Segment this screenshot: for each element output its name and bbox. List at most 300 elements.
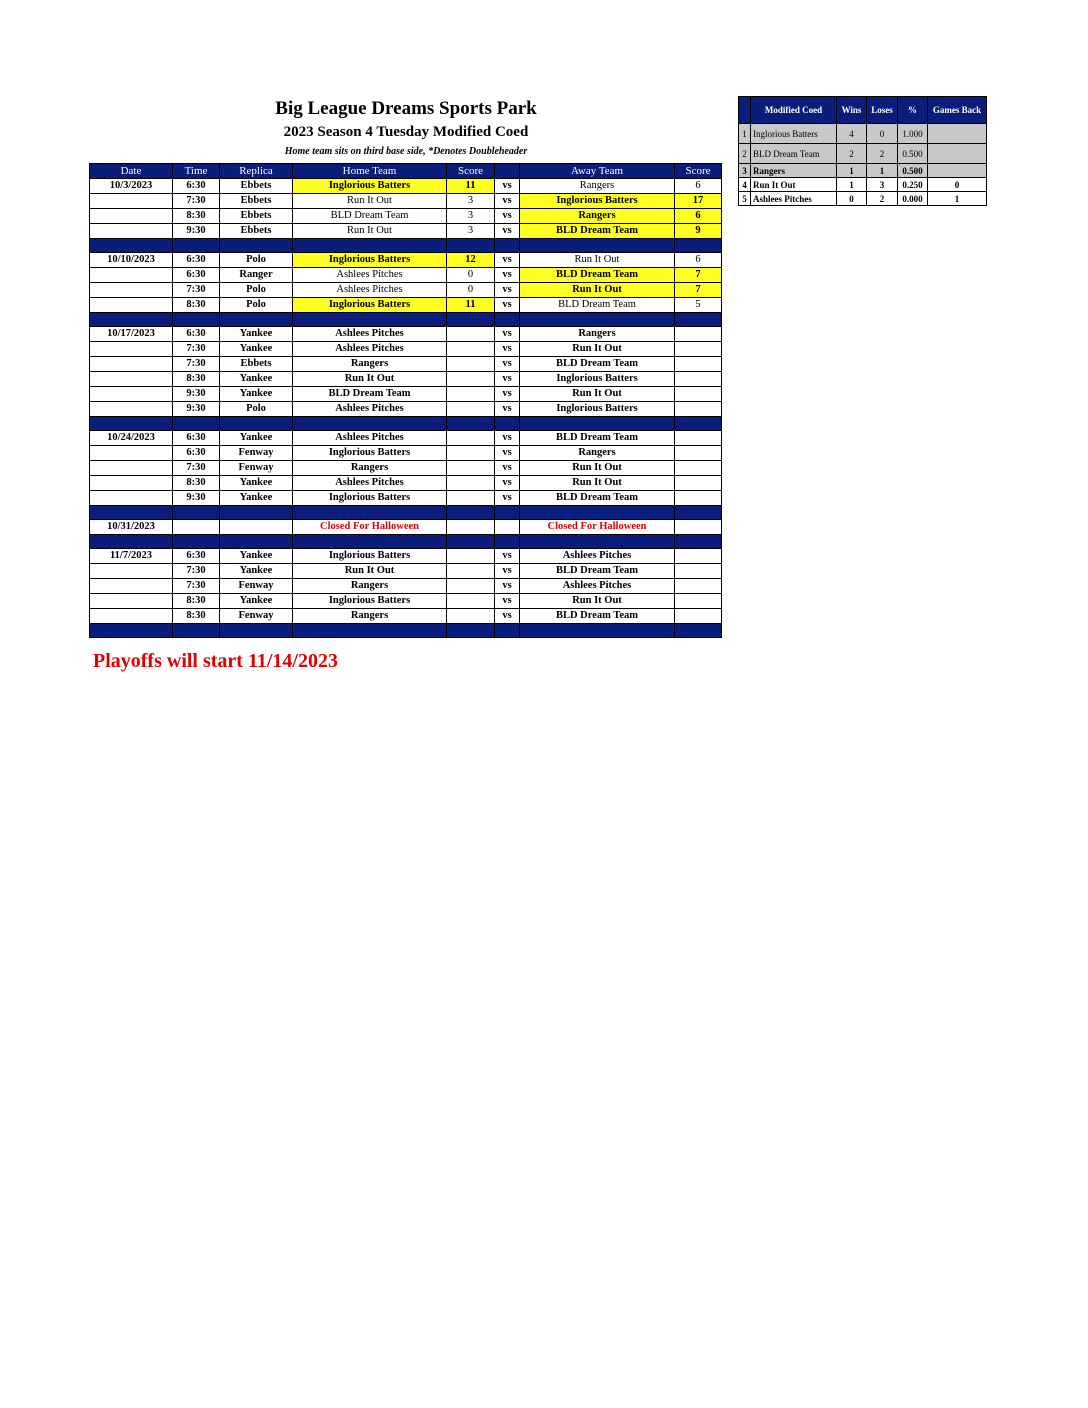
vs-cell: vs: [495, 594, 520, 609]
game-row: [90, 357, 722, 372]
away-score-cell: [675, 372, 722, 387]
away-score-cell: [675, 357, 722, 372]
col-header-away-team: Away Team: [520, 164, 675, 179]
home-score-cell: [447, 549, 495, 564]
col-header-replica: Replica: [220, 164, 293, 179]
standings-col-division: Modified Coed: [751, 97, 837, 124]
pct-cell: 1.000: [898, 124, 928, 144]
separator-cell: [520, 535, 675, 549]
standings-col-games-back: Games Back: [928, 97, 987, 124]
home-team-cell: Run It Out: [293, 372, 447, 387]
game-row: [90, 224, 722, 239]
home-team-cell: Ashlees Pitches: [293, 327, 447, 342]
date-cell: [90, 372, 173, 387]
away-score-cell: [675, 594, 722, 609]
replica-cell: Polo: [220, 253, 293, 268]
vs-cell: vs: [495, 253, 520, 268]
home-score-cell: 0: [447, 268, 495, 283]
date-cell: 10/31/2023: [90, 520, 173, 535]
time-cell: 8:30: [173, 476, 220, 491]
away-score-cell: 6: [675, 253, 722, 268]
date-cell: 10/3/2023: [90, 179, 173, 194]
away-team-cell: BLD Dream Team: [520, 224, 675, 239]
vs-cell: vs: [495, 342, 520, 357]
home-score-cell: [447, 476, 495, 491]
week-separator-row: [90, 313, 722, 327]
separator-cell: [495, 624, 520, 638]
away-team-cell: BLD Dream Team: [520, 357, 675, 372]
home-team-cell: Inglorious Batters: [293, 594, 447, 609]
away-team-cell: BLD Dream Team: [520, 609, 675, 624]
game-row: [90, 476, 722, 491]
replica-cell: Yankee: [220, 564, 293, 579]
separator-cell: [520, 506, 675, 520]
time-cell: 9:30: [173, 224, 220, 239]
replica-cell: Fenway: [220, 446, 293, 461]
standings-col-pct: %: [898, 97, 928, 124]
date-cell: [90, 402, 173, 417]
away-team-cell: Inglorious Batters: [520, 402, 675, 417]
home-score-cell: [447, 431, 495, 446]
home-score-cell: [447, 579, 495, 594]
date-cell: 10/24/2023: [90, 431, 173, 446]
separator-cell: [293, 313, 447, 327]
home-team-cell: Ashlees Pitches: [293, 342, 447, 357]
separator-cell: [520, 313, 675, 327]
date-cell: [90, 194, 173, 209]
separator-cell: [675, 506, 722, 520]
home-team-cell: Ashlees Pitches: [293, 268, 447, 283]
replica-cell: Yankee: [220, 372, 293, 387]
separator-cell: [293, 417, 447, 431]
vs-cell: vs: [495, 387, 520, 402]
wins-cell: 1: [837, 164, 867, 178]
time-cell: 9:30: [173, 387, 220, 402]
replica-cell: Yankee: [220, 387, 293, 402]
separator-cell: [173, 624, 220, 638]
time-cell: 6:30: [173, 549, 220, 564]
vs-cell: vs: [495, 491, 520, 506]
separator-cell: [520, 417, 675, 431]
replica-cell: Polo: [220, 402, 293, 417]
rank-cell: 1: [739, 124, 751, 144]
away-team-cell: Run It Out: [520, 594, 675, 609]
vs-cell: [495, 520, 520, 535]
home-score-cell: 11: [447, 298, 495, 313]
game-row: [90, 594, 722, 609]
home-team-cell: Inglorious Batters: [293, 491, 447, 506]
home-team-cell: Run It Out: [293, 194, 447, 209]
col-header-home-team: Home Team: [293, 164, 447, 179]
away-score-cell: [675, 579, 722, 594]
replica-cell: Fenway: [220, 461, 293, 476]
time-cell: 7:30: [173, 194, 220, 209]
game-row: [90, 431, 722, 446]
home-score-cell: [447, 609, 495, 624]
away-team-cell: BLD Dream Team: [520, 431, 675, 446]
vs-cell: vs: [495, 179, 520, 194]
home-score-cell: 11: [447, 179, 495, 194]
away-score-cell: [675, 342, 722, 357]
replica-cell: Yankee: [220, 342, 293, 357]
time-cell: 6:30: [173, 268, 220, 283]
standings-col-loses: Loses: [867, 97, 898, 124]
pct-cell: 0.000: [898, 192, 928, 206]
away-score-cell: [675, 446, 722, 461]
separator-cell: [293, 624, 447, 638]
separator-cell: [447, 624, 495, 638]
replica-cell: Ranger: [220, 268, 293, 283]
vs-cell: vs: [495, 446, 520, 461]
away-team-cell: BLD Dream Team: [520, 491, 675, 506]
away-team-cell: Rangers: [520, 327, 675, 342]
col-header-vs: [495, 164, 520, 179]
away-score-cell: 7: [675, 283, 722, 298]
date-cell: [90, 342, 173, 357]
home-team-cell: Run It Out: [293, 224, 447, 239]
replica-cell: [220, 520, 293, 535]
col-header-time: Time: [173, 164, 220, 179]
time-cell: 8:30: [173, 209, 220, 224]
home-team-cell: BLD Dream Team: [293, 387, 447, 402]
away-score-cell: [675, 564, 722, 579]
home-score-cell: [447, 372, 495, 387]
away-score-cell: 6: [675, 209, 722, 224]
home-score-cell: [447, 520, 495, 535]
separator-cell: [675, 535, 722, 549]
away-team-cell: Closed For Halloween: [520, 520, 675, 535]
date-cell: [90, 387, 173, 402]
away-team-cell: Run It Out: [520, 283, 675, 298]
separator-cell: [447, 239, 495, 253]
separator-cell: [675, 313, 722, 327]
home-score-cell: [447, 461, 495, 476]
replica-cell: Yankee: [220, 476, 293, 491]
page-note: Home team sits on third base side, *Denotes Doubleheader: [284, 146, 528, 157]
replica-cell: Yankee: [220, 491, 293, 506]
away-team-cell: Run It Out: [520, 461, 675, 476]
date-cell: [90, 476, 173, 491]
separator-cell: [495, 417, 520, 431]
schedule-header-row: [90, 164, 722, 179]
week-separator-row: [90, 624, 722, 638]
home-score-cell: [447, 327, 495, 342]
replica-cell: Ebbets: [220, 194, 293, 209]
vs-cell: vs: [495, 283, 520, 298]
time-cell: [173, 520, 220, 535]
standings-header-row: [739, 97, 987, 124]
away-score-cell: 7: [675, 268, 722, 283]
time-cell: 7:30: [173, 342, 220, 357]
separator-cell: [447, 535, 495, 549]
away-team-cell: Ashlees Pitches: [520, 549, 675, 564]
separator-cell: [447, 506, 495, 520]
game-row: [90, 194, 722, 209]
date-cell: [90, 209, 173, 224]
replica-cell: Ebbets: [220, 357, 293, 372]
away-score-cell: 9: [675, 224, 722, 239]
vs-cell: vs: [495, 372, 520, 387]
standings-col-rank: [739, 97, 751, 124]
vs-cell: vs: [495, 194, 520, 209]
game-row: [90, 283, 722, 298]
time-cell: 6:30: [173, 179, 220, 194]
away-team-cell: Rangers: [520, 209, 675, 224]
loses-cell: 2: [867, 192, 898, 206]
playoffs-notice: Playoffs will start 11/14/2023: [93, 650, 338, 672]
home-team-cell: Rangers: [293, 357, 447, 372]
date-cell: 11/7/2023: [90, 549, 173, 564]
game-row: [90, 327, 722, 342]
rank-cell: 3: [739, 164, 751, 178]
date-cell: [90, 357, 173, 372]
date-cell: [90, 268, 173, 283]
time-cell: 7:30: [173, 283, 220, 298]
date-cell: [90, 283, 173, 298]
game-row: [90, 298, 722, 313]
team-cell: Ashlees Pitches: [751, 192, 837, 206]
away-team-cell: Inglorious Batters: [520, 372, 675, 387]
away-team-cell: Rangers: [520, 179, 675, 194]
home-score-cell: [447, 402, 495, 417]
separator-cell: [447, 313, 495, 327]
pct-cell: 0.250: [898, 178, 928, 192]
games-back-cell: 0: [928, 178, 987, 192]
separator-cell: [173, 239, 220, 253]
replica-cell: Ebbets: [220, 209, 293, 224]
separator-cell: [495, 506, 520, 520]
home-score-cell: [447, 387, 495, 402]
home-score-cell: [447, 446, 495, 461]
home-team-cell: Run It Out: [293, 564, 447, 579]
wins-cell: 0: [837, 192, 867, 206]
away-score-cell: [675, 461, 722, 476]
separator-cell: [447, 417, 495, 431]
separator-cell: [220, 417, 293, 431]
away-team-cell: Rangers: [520, 446, 675, 461]
away-score-cell: [675, 491, 722, 506]
team-cell: Inglorious Batters: [751, 124, 837, 144]
rank-cell: 4: [739, 178, 751, 192]
separator-cell: [293, 239, 447, 253]
vs-cell: vs: [495, 298, 520, 313]
game-row: [90, 402, 722, 417]
time-cell: 8:30: [173, 594, 220, 609]
home-team-cell: BLD Dream Team: [293, 209, 447, 224]
separator-cell: [90, 624, 173, 638]
separator-cell: [220, 535, 293, 549]
away-score-cell: [675, 549, 722, 564]
time-cell: 8:30: [173, 372, 220, 387]
home-team-cell: Rangers: [293, 609, 447, 624]
away-team-cell: Inglorious Batters: [520, 194, 675, 209]
col-header-date: Date: [90, 164, 173, 179]
home-team-cell: Inglorious Batters: [293, 253, 447, 268]
date-cell: [90, 609, 173, 624]
separator-cell: [520, 624, 675, 638]
replica-cell: Polo: [220, 298, 293, 313]
date-cell: [90, 579, 173, 594]
rank-cell: 2: [739, 144, 751, 164]
standings-row: [739, 192, 987, 206]
date-cell: [90, 564, 173, 579]
home-team-cell: Inglorious Batters: [293, 298, 447, 313]
home-team-cell: Ashlees Pitches: [293, 283, 447, 298]
closed-row: [90, 520, 722, 535]
col-header-home-score: Score: [447, 164, 495, 179]
separator-cell: [173, 313, 220, 327]
away-score-cell: 5: [675, 298, 722, 313]
home-score-cell: [447, 342, 495, 357]
game-row: [90, 549, 722, 564]
separator-cell: [293, 506, 447, 520]
separator-cell: [675, 624, 722, 638]
separator-cell: [495, 239, 520, 253]
separator-cell: [495, 535, 520, 549]
vs-cell: vs: [495, 224, 520, 239]
away-team-cell: BLD Dream Team: [520, 564, 675, 579]
separator-cell: [90, 506, 173, 520]
date-cell: [90, 446, 173, 461]
replica-cell: Yankee: [220, 431, 293, 446]
away-score-cell: [675, 402, 722, 417]
standings-col-wins: Wins: [837, 97, 867, 124]
replica-cell: Yankee: [220, 327, 293, 342]
standings-row: [739, 164, 987, 178]
game-row: [90, 461, 722, 476]
time-cell: 6:30: [173, 431, 220, 446]
away-team-cell: Ashlees Pitches: [520, 579, 675, 594]
date-cell: [90, 224, 173, 239]
home-score-cell: 3: [447, 209, 495, 224]
games-back-cell: [928, 144, 987, 164]
home-team-cell: Closed For Halloween: [293, 520, 447, 535]
rank-cell: 5: [739, 192, 751, 206]
vs-cell: vs: [495, 609, 520, 624]
games-back-cell: [928, 124, 987, 144]
away-team-cell: Run It Out: [520, 342, 675, 357]
away-team-cell: BLD Dream Team: [520, 298, 675, 313]
home-team-cell: Ashlees Pitches: [293, 476, 447, 491]
schedule-table: [89, 163, 722, 638]
home-score-cell: [447, 564, 495, 579]
home-score-cell: [447, 594, 495, 609]
game-row: [90, 491, 722, 506]
away-team-cell: Run It Out: [520, 387, 675, 402]
vs-cell: vs: [495, 564, 520, 579]
vs-cell: vs: [495, 431, 520, 446]
away-score-cell: 17: [675, 194, 722, 209]
separator-cell: [220, 506, 293, 520]
time-cell: 6:30: [173, 327, 220, 342]
page-subtitle: 2023 Season 4 Tuesday Modified Coed: [283, 124, 529, 140]
page-title: Big League Dreams Sports Park: [275, 98, 537, 119]
time-cell: 7:30: [173, 564, 220, 579]
replica-cell: Fenway: [220, 579, 293, 594]
home-score-cell: 12: [447, 253, 495, 268]
home-team-cell: Ashlees Pitches: [293, 402, 447, 417]
time-cell: 9:30: [173, 491, 220, 506]
time-cell: 9:30: [173, 402, 220, 417]
game-row: [90, 268, 722, 283]
time-cell: 7:30: [173, 357, 220, 372]
time-cell: 6:30: [173, 253, 220, 268]
away-score-cell: [675, 431, 722, 446]
time-cell: 7:30: [173, 461, 220, 476]
vs-cell: vs: [495, 579, 520, 594]
loses-cell: 2: [867, 144, 898, 164]
week-separator-row: [90, 506, 722, 520]
standings-row: [739, 124, 987, 144]
home-score-cell: [447, 357, 495, 372]
wins-cell: 2: [837, 144, 867, 164]
vs-cell: vs: [495, 327, 520, 342]
separator-cell: [520, 239, 675, 253]
replica-cell: Ebbets: [220, 179, 293, 194]
wins-cell: 1: [837, 178, 867, 192]
team-cell: Run It Out: [751, 178, 837, 192]
replica-cell: Ebbets: [220, 224, 293, 239]
home-team-cell: Inglorious Batters: [293, 549, 447, 564]
separator-cell: [90, 239, 173, 253]
date-cell: [90, 594, 173, 609]
time-cell: 8:30: [173, 298, 220, 313]
home-score-cell: 0: [447, 283, 495, 298]
separator-cell: [675, 239, 722, 253]
game-row: [90, 253, 722, 268]
home-score-cell: [447, 491, 495, 506]
date-cell: [90, 298, 173, 313]
game-row: [90, 564, 722, 579]
home-team-cell: Rangers: [293, 579, 447, 594]
replica-cell: Polo: [220, 283, 293, 298]
vs-cell: vs: [495, 209, 520, 224]
game-row: [90, 579, 722, 594]
home-team-cell: Rangers: [293, 461, 447, 476]
pct-cell: 0.500: [898, 164, 928, 178]
pct-cell: 0.500: [898, 144, 928, 164]
loses-cell: 1: [867, 164, 898, 178]
game-row: [90, 387, 722, 402]
week-separator-row: [90, 239, 722, 253]
vs-cell: vs: [495, 268, 520, 283]
week-separator-row: [90, 417, 722, 431]
loses-cell: 3: [867, 178, 898, 192]
standings-row: [739, 144, 987, 164]
separator-cell: [90, 313, 173, 327]
replica-cell: Fenway: [220, 609, 293, 624]
game-row: [90, 209, 722, 224]
team-cell: BLD Dream Team: [751, 144, 837, 164]
separator-cell: [220, 624, 293, 638]
col-header-away-score: Score: [675, 164, 722, 179]
time-cell: 8:30: [173, 609, 220, 624]
separator-cell: [173, 535, 220, 549]
vs-cell: vs: [495, 476, 520, 491]
standings-row: [739, 178, 987, 192]
date-cell: 10/17/2023: [90, 327, 173, 342]
home-score-cell: 3: [447, 224, 495, 239]
away-score-cell: 6: [675, 179, 722, 194]
games-back-cell: [928, 164, 987, 178]
away-team-cell: Run It Out: [520, 476, 675, 491]
time-cell: 6:30: [173, 446, 220, 461]
home-team-cell: Inglorious Batters: [293, 179, 447, 194]
separator-cell: [675, 417, 722, 431]
separator-cell: [220, 313, 293, 327]
game-row: [90, 179, 722, 194]
vs-cell: vs: [495, 549, 520, 564]
